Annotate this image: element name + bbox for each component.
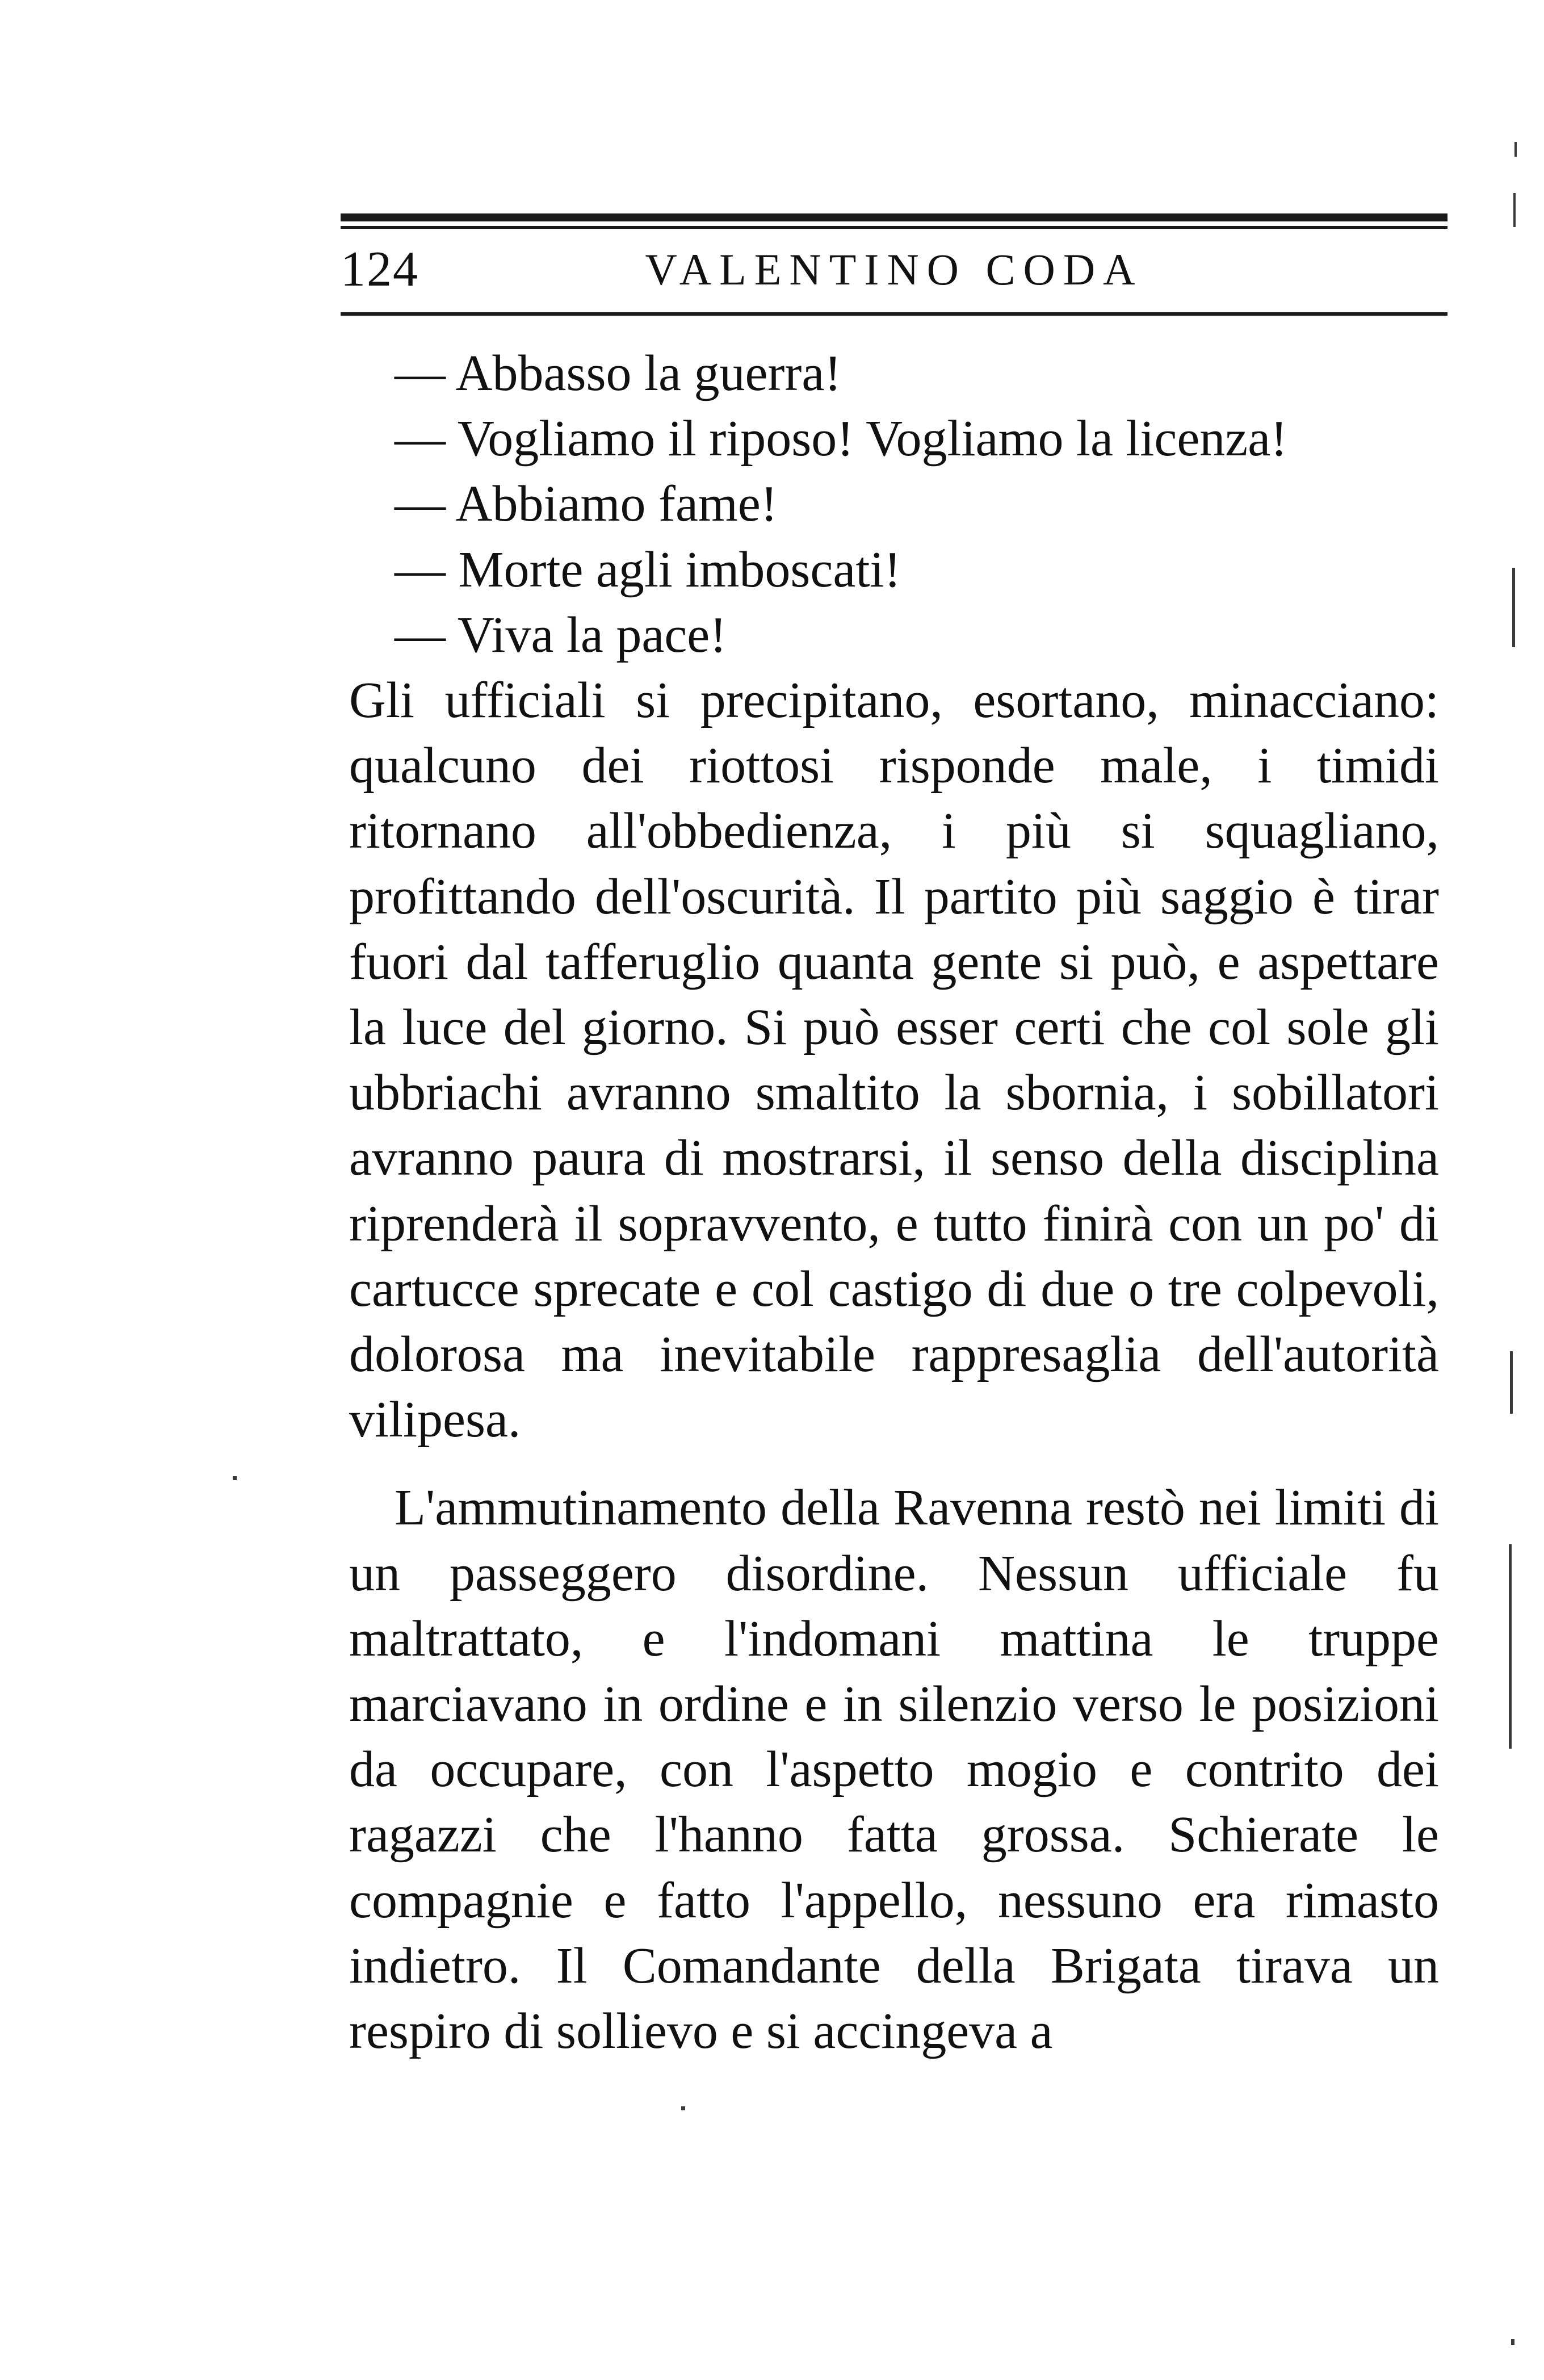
- page-header: [341, 238, 1448, 301]
- scan-speck: [1509, 1544, 1512, 1749]
- scan-speck: [1510, 1351, 1513, 1414]
- body-text: [349, 341, 1439, 2064]
- paragraph: Gli ufficiali si precipitano, esortano, minacciano: qualcuno dei riottosi risponde male, i timidi ritornano all'obbedienza, i più si squagliano, profittando dell'oscurità. Il partito più saggio è tirar fuori dal tafferuglio quanta gente si può, e aspettare la luce del giorno. Si può esser certi che col sole gli ubbriachi avranno smaltito la sbornia, i sobillatori avranno paura di mostrarsi, il senso della disciplina riprenderà il sopravvento, e tutto finirà con un po' di cartucce sprecate e col castigo di due o tre colpevoli, dolorosa ma inevitabile rappresaglia dell'autorità vilipesa.: [349, 672, 1439, 1448]
- scan-speck: [233, 1476, 237, 1480]
- exclamation-line: — Vogliamo il riposo! Vogliamo la licenza!: [395, 410, 1288, 467]
- exclamation-line: — Abbasso la guerra!: [395, 345, 842, 401]
- scan-speck: [1512, 568, 1515, 647]
- scan-speck: [1514, 142, 1517, 157]
- header-rule-bottom: [341, 312, 1448, 316]
- exclamation-line: — Abbiamo fame!: [395, 476, 778, 533]
- paragraph: L'ammutinamento della Ravenna restò nei limiti di un passeggero disordine. Nessun ufficiale fu maltrattato, e l'indomani mattina le truppe marciavano in ordine e in silenzio verso le posizioni da occupare, con l'aspetto mogio e contrito dei ragazzi che l'hanno fatta grossa. Schierate le compagnie e fatto l'appello, nessuno era rimasto indietro. Il Comandante della Brigata tirava un respiro di sollievo e si accingeva a: [349, 1480, 1439, 2060]
- running-head: VALENTINO CODA: [645, 245, 1143, 294]
- header-rule-thin: [341, 226, 1448, 229]
- page-number: 124: [341, 242, 419, 297]
- exclamation-line: — Morte agli imboscati!: [395, 541, 901, 598]
- exclamation-line: — Viva la pace!: [395, 606, 727, 663]
- scan-speck: [1511, 2339, 1514, 2345]
- scan-speck: [681, 2106, 685, 2110]
- header-rule-thick: [341, 213, 1448, 221]
- scan-speck: [1513, 193, 1516, 227]
